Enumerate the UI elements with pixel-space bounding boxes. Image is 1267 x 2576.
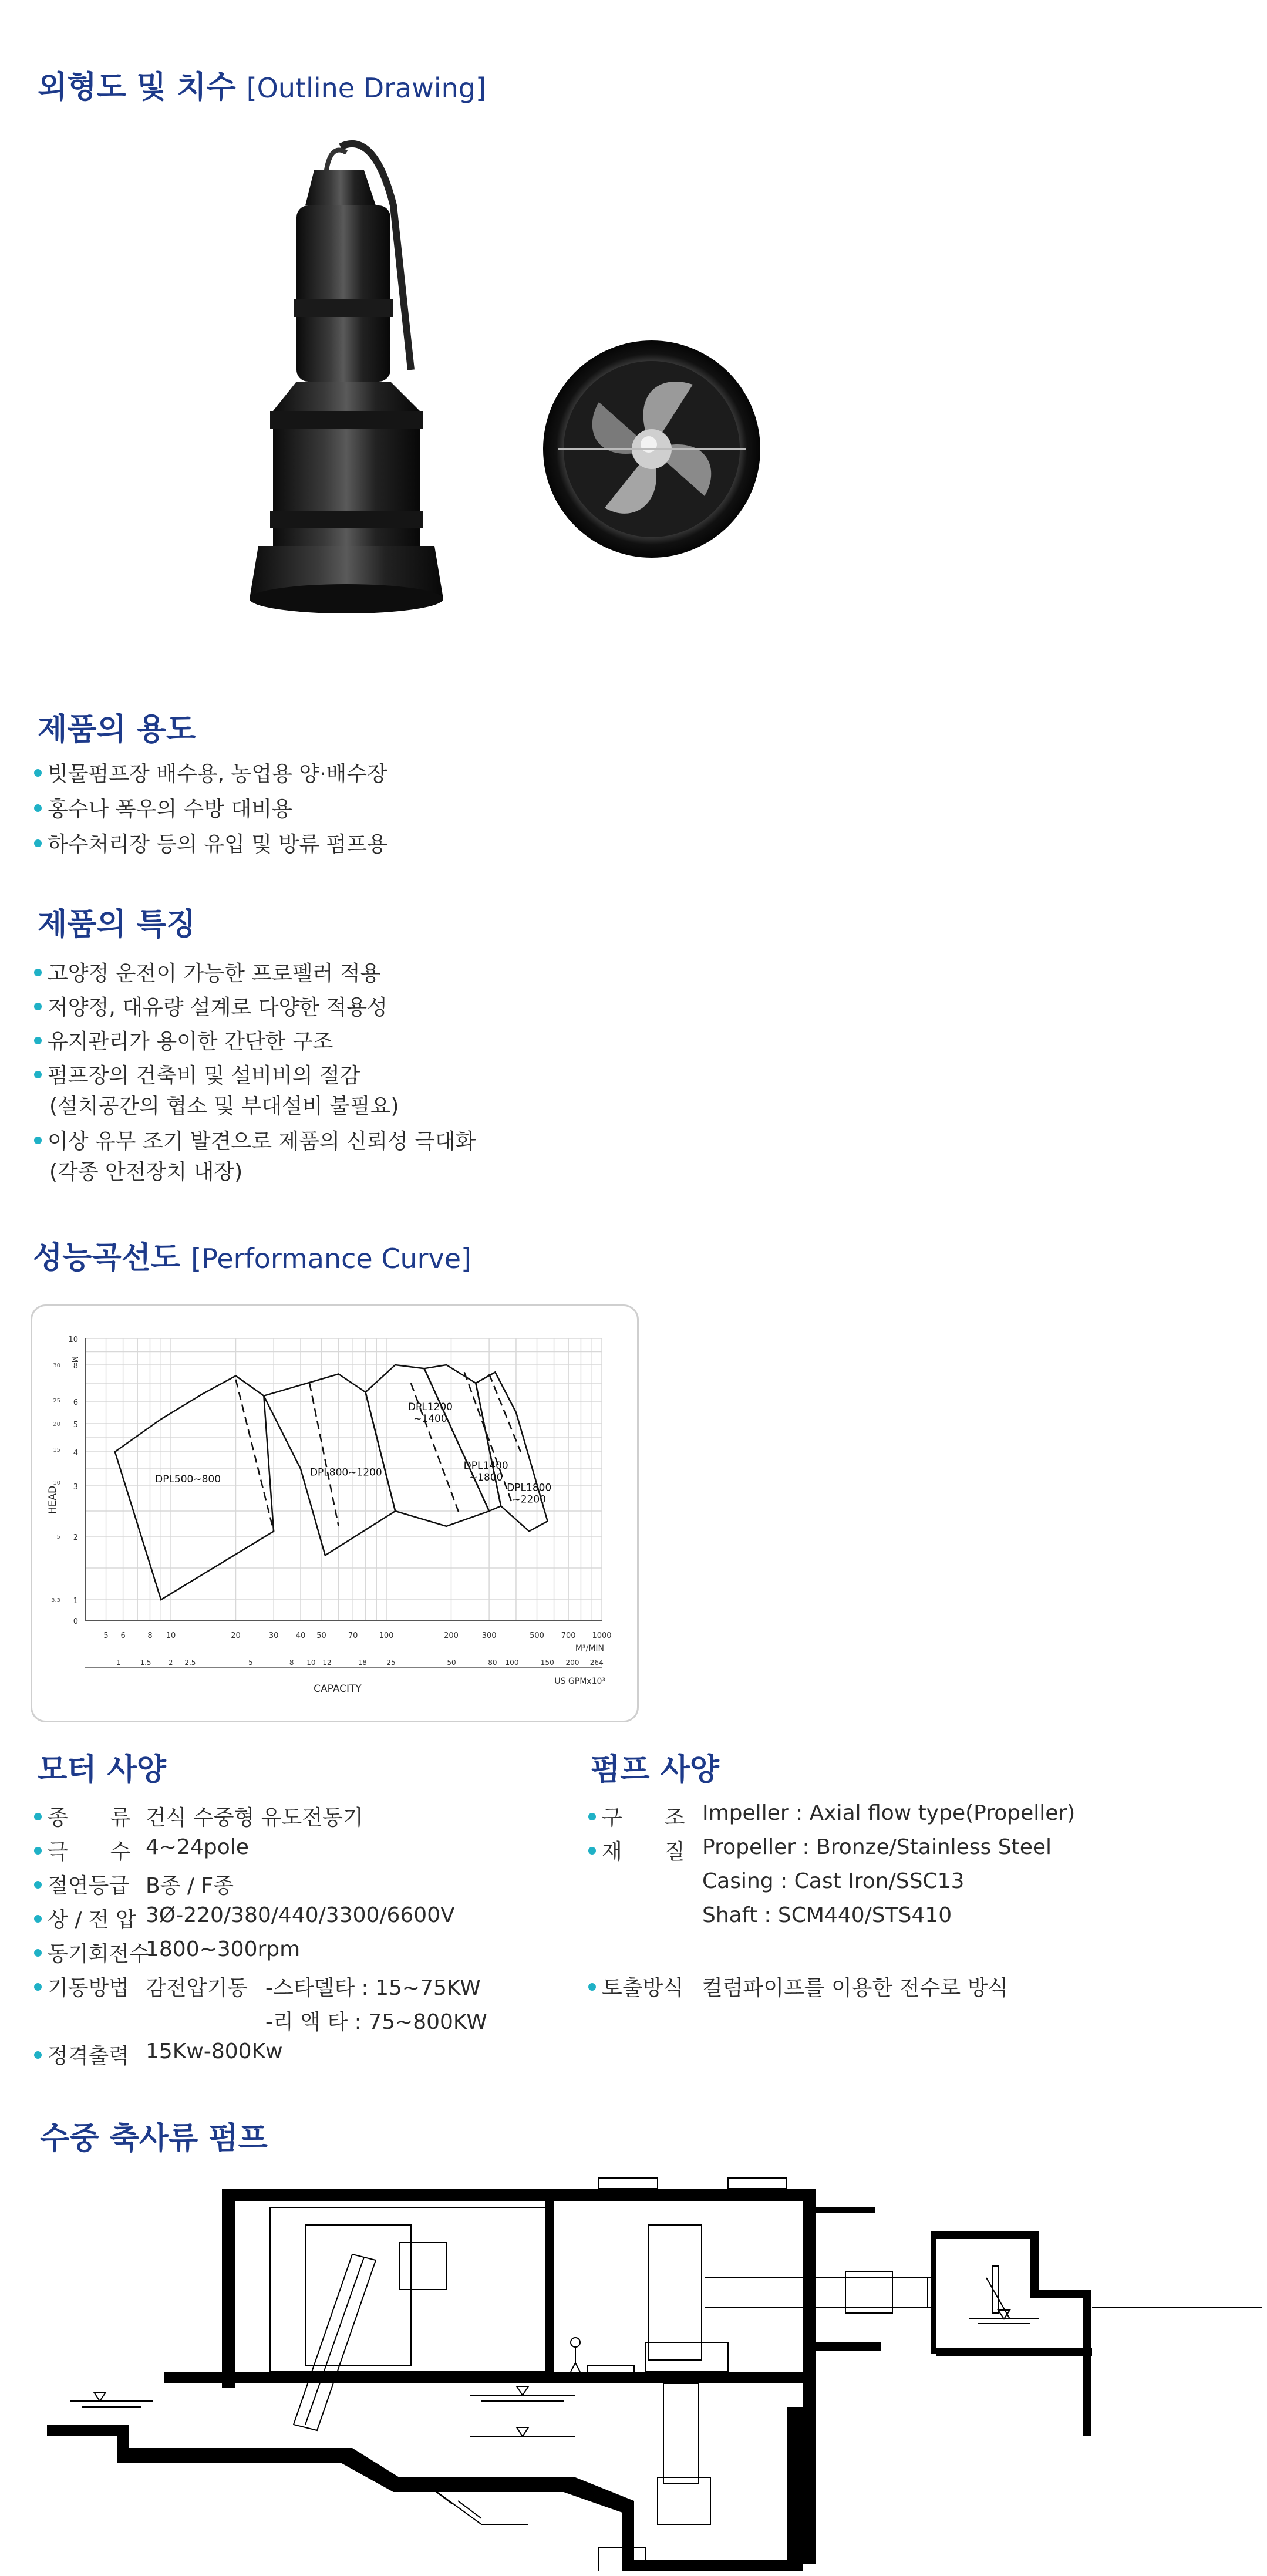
chart-x-tick-label: 700	[561, 1631, 576, 1640]
performance-title-en: [Performance Curve]	[191, 1243, 472, 1274]
spec-key: 토출방식	[588, 1971, 683, 2001]
chart-y-tick-label: 8	[73, 1362, 78, 1371]
bullet-icon	[34, 1813, 42, 1820]
spec-key: 정격출력	[34, 2039, 129, 2069]
bullet-icon	[34, 1915, 42, 1923]
bullet-icon	[34, 1949, 42, 1957]
installation-diagram	[47, 2172, 1262, 2571]
motor-spec-row	[34, 1903, 562, 1933]
spec-key: 동기회전수	[34, 1937, 150, 1967]
chart-x-tick-label: 200	[444, 1631, 459, 1640]
bullet-icon	[34, 804, 42, 812]
bullet-icon	[588, 1813, 596, 1820]
feature-item: 유지관리가 용이한 간단한 구조	[34, 1025, 333, 1055]
spec-value: B종 / F종	[146, 1874, 234, 1898]
chart-x2-tick-label: 2.5	[184, 1658, 196, 1667]
installation-title: 수중 축사류 펌프	[40, 2121, 268, 2156]
chart-y2-tick-label: 25	[53, 1398, 60, 1404]
spec-key: 구 조	[588, 1801, 685, 1831]
chart-x-tick-label: 500	[530, 1631, 544, 1640]
chart-region	[115, 1376, 274, 1600]
bullet-icon	[34, 2051, 42, 2059]
chart-x2-tick-label: 25	[386, 1658, 396, 1667]
bullet-icon	[34, 1003, 42, 1010]
chart-y-tick-label: 1	[73, 1597, 78, 1606]
chart-series-label: ~1400	[413, 1413, 447, 1425]
chart-y-unit: M	[70, 1356, 79, 1363]
chart-series-label: DPL1800	[507, 1482, 552, 1494]
bullet-icon	[34, 1983, 42, 1991]
chart-x-tick-label: 6	[120, 1631, 126, 1640]
chart-x-tick-label: 8	[147, 1631, 153, 1640]
bullet-icon	[34, 1881, 42, 1889]
chart-x-label: CAPACITY	[314, 1683, 362, 1695]
bullet-icon	[588, 1983, 596, 1991]
spec-value: 감전압기동	[146, 1976, 248, 2000]
chart-y2-tick-label: 10	[53, 1480, 60, 1486]
chart-x2-tick-label: 2	[168, 1658, 173, 1667]
bullet-icon	[34, 1071, 42, 1078]
chart-y2-tick-label: 30	[53, 1363, 60, 1369]
bullet-icon	[34, 769, 42, 777]
motor-spec-subvalue: -스타델타 : 15~75KW	[265, 1976, 481, 2000]
spec-value: 3Ø-220/380/440/3300/6600V	[146, 1903, 455, 1927]
chart-y-label: HEAD	[47, 1485, 59, 1515]
chart-x2-tick-label: 50	[447, 1658, 456, 1667]
chart-x2-tick-label: 80	[488, 1658, 497, 1667]
performance-chart	[32, 1306, 637, 1721]
bullet-icon	[34, 1137, 42, 1144]
chart-x-unit: M³/MIN	[575, 1644, 604, 1653]
chart-x-tick-label: 10	[166, 1631, 176, 1640]
bullet-icon	[34, 839, 42, 847]
feature-item-note: (설치공간의 협소 및 부대설비 불필요)	[49, 1094, 399, 1118]
chart-x-tick-label: 5	[103, 1631, 109, 1640]
spec-key: 절연등급	[34, 1869, 129, 1899]
spec-key: 극 수	[34, 1835, 131, 1865]
feature-item: 저양정, 대유량 설계로 다양한 적용성	[34, 991, 387, 1021]
spec-value: 1800~300rpm	[146, 1937, 301, 1961]
feature-item-note: (각종 안전장치 내장)	[49, 1160, 243, 1184]
spec-value: 15Kw-800Kw	[146, 2039, 283, 2064]
chart-x-tick-label: 70	[348, 1631, 358, 1640]
pump-spec-value: Shaft : SCM440/STS410	[702, 1903, 952, 1927]
spec-value: 4~24pole	[146, 1835, 249, 1859]
pump-spec-value: Impeller : Axial flow type(Propeller)	[702, 1801, 1076, 1825]
chart-y-tick-label: 0	[73, 1617, 78, 1626]
chart-y-tick-label: 2	[73, 1533, 78, 1542]
chart-series-label: ~2200	[512, 1493, 546, 1506]
chart-x-tick-label: 300	[481, 1631, 497, 1640]
chart-x2-tick-label: 8	[289, 1658, 294, 1667]
features-title: 제품의 특징	[38, 907, 196, 942]
usage-item: 하수처리장 등의 유입 및 방류 펌프용	[34, 828, 387, 858]
chart-y2-tick-label: 15	[53, 1447, 60, 1454]
outline-title-en: [Outline Drawing]	[246, 72, 486, 104]
outline-title-ko: 외형도 및 치수	[38, 70, 236, 105]
performance-title	[33, 1233, 471, 1277]
chart-y-tick-label: 3	[73, 1483, 78, 1492]
spec-key: 기동방법	[34, 1971, 129, 2001]
feature-item: 펌프장의 건축비 및 설비비의 절감	[34, 1059, 360, 1089]
chart-x-tick-label: 100	[379, 1631, 394, 1640]
feature-item: 이상 유무 조기 발견으로 제품의 신뢰성 극대화	[34, 1125, 476, 1155]
impeller-photo	[540, 338, 763, 561]
chart-x2-tick-label: 12	[322, 1658, 332, 1667]
usage-title: 제품의 용도	[38, 712, 196, 747]
chart-x2-tick-label: 5	[248, 1658, 253, 1667]
chart-series-label: DPL1400	[463, 1460, 508, 1472]
pump-spec-value: 컬럼파이프를 이용한 전수로 방식	[702, 1976, 1009, 2000]
chart-x2-tick-label: 100	[505, 1658, 519, 1667]
usage-item: 빗물펌프장 배수용, 농업용 양·배수장	[34, 757, 387, 787]
chart-y-tick-label: 10	[68, 1336, 78, 1344]
chart-x2-tick-label: 1.5	[140, 1658, 151, 1667]
motor-title: 모터 사양	[38, 1752, 167, 1788]
chart-x2-tick-label: 150	[540, 1658, 554, 1667]
chart-region-dash	[309, 1383, 338, 1526]
chart-y-tick-label: 5	[73, 1421, 78, 1429]
chart-y2-tick-label: 3.3	[51, 1597, 60, 1604]
motor-spec-row	[34, 2039, 562, 2069]
motor-spec-subvalue: -리 액 타 : 75~800KW	[265, 2010, 487, 2034]
motor-spec-row	[34, 1869, 562, 1899]
motor-spec-row	[34, 1835, 562, 1864]
feature-item: 고양정 운전이 가능한 프로펠러 적용	[34, 957, 380, 987]
chart-series-label: DPL1200	[407, 1401, 453, 1414]
bullet-icon	[34, 1037, 42, 1044]
chart-y-tick-label: 6	[73, 1398, 78, 1407]
motor-spec-row	[34, 1801, 562, 1830]
chart-x-tick-label: 50	[316, 1631, 326, 1640]
outline-title	[38, 62, 486, 106]
chart-x-tick-label: 30	[268, 1631, 279, 1640]
spec-key: 재 질	[588, 1835, 685, 1865]
bullet-icon	[34, 969, 42, 976]
chart-x2-tick-label: 264	[589, 1658, 604, 1667]
spec-value: 건식 수중형 유도전동기	[146, 1806, 363, 1830]
pump-photo	[247, 135, 446, 646]
chart-series-label: DPL800~1200	[309, 1466, 382, 1479]
spec-key: 상 / 전 압	[34, 1903, 136, 1933]
bullet-icon	[588, 1847, 596, 1855]
pump-title: 펌프 사양	[591, 1752, 720, 1788]
chart-series-label: DPL500~800	[155, 1474, 221, 1486]
chart-x2-unit: US GPMx10³	[554, 1677, 605, 1686]
pump-spec-value: Casing : Cast Iron/SSC13	[702, 1869, 965, 1893]
chart-x-tick-label: 40	[295, 1631, 306, 1640]
bullet-icon	[34, 1847, 42, 1855]
usage-item: 홍수나 폭우의 수방 대비용	[34, 793, 292, 822]
chart-series-label: ~1800	[469, 1472, 503, 1483]
chart-x2-tick-label: 200	[565, 1658, 579, 1667]
chart-x-tick-label: 1000	[592, 1631, 612, 1640]
chart-y2-tick-label: 5	[56, 1534, 60, 1540]
chart-x-tick-label: 20	[231, 1631, 241, 1640]
performance-chart-card	[31, 1304, 639, 1722]
chart-x2-tick-label: 10	[306, 1658, 316, 1667]
pump-spec-value: Propeller : Bronze/Stainless Steel	[702, 1835, 1052, 1859]
motor-spec-row	[34, 1937, 562, 1967]
chart-y-tick-label: 4	[73, 1449, 78, 1458]
chart-y2-tick-label: 20	[53, 1421, 60, 1428]
chart-x2-tick-label: 1	[116, 1658, 121, 1667]
chart-x2-tick-label: 18	[358, 1658, 367, 1667]
performance-title-ko: 성능곡선도	[33, 1240, 181, 1276]
spec-key: 종 류	[34, 1801, 131, 1831]
